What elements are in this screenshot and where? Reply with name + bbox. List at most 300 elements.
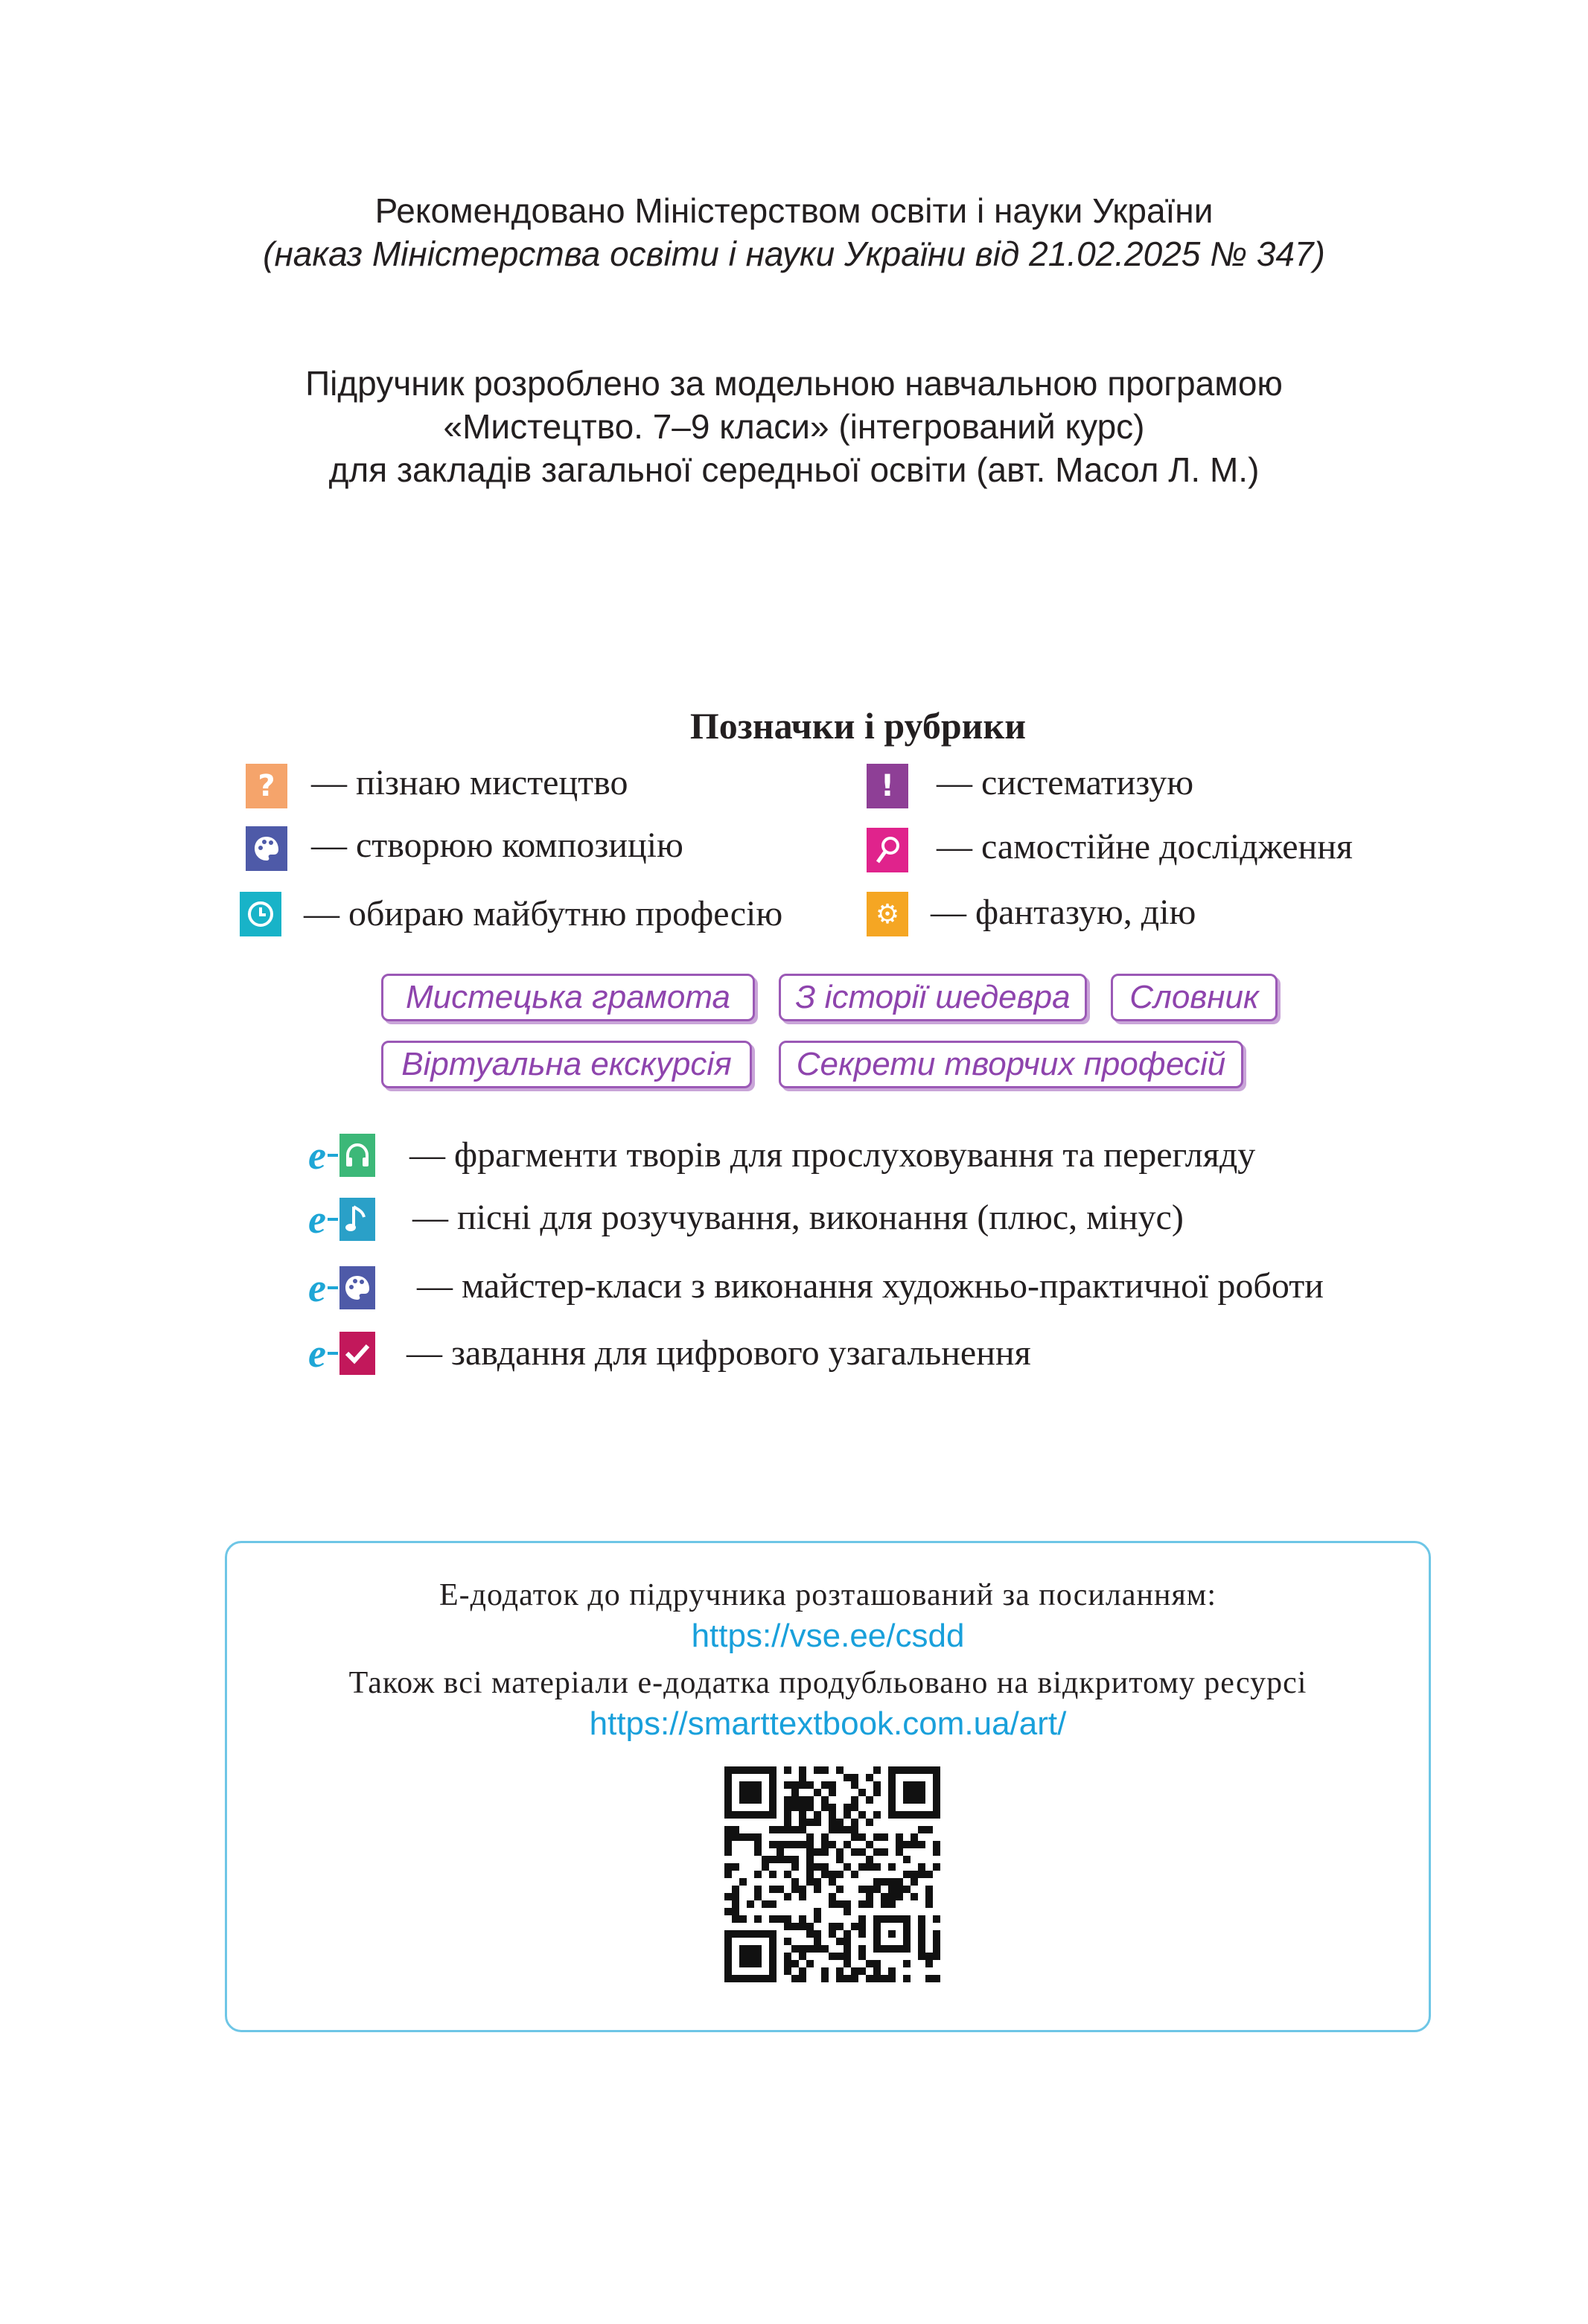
qr-module [791, 1886, 799, 1893]
qr-module [791, 1796, 799, 1804]
qr-module [844, 1930, 851, 1938]
qr-module [754, 1893, 762, 1900]
qr-module [754, 1886, 762, 1893]
qr-module [821, 1833, 829, 1841]
qr-module [814, 1930, 821, 1938]
e-item-songs: — пісні для розучування, виконання (плюс, мінус) [412, 1198, 1184, 1237]
qr-module [858, 1848, 866, 1856]
program-line-3: для закладів загальної середньої освіти (авт. Масол Л. М.) [328, 450, 1260, 489]
qr-module [896, 1878, 903, 1886]
qr-module [829, 1893, 836, 1900]
qr-module [791, 1878, 799, 1886]
qr-module [933, 1915, 940, 1923]
qr-module [844, 1938, 851, 1945]
qr-module [844, 1804, 851, 1811]
qr-module [791, 1923, 799, 1930]
qr-module [821, 1863, 829, 1871]
qr-module [806, 1878, 814, 1886]
panel-text-2: Також всі матеріали е-додатка продубльовано на відкритому ресурсі [348, 1666, 1307, 1700]
qr-module [814, 1863, 821, 1871]
qr-module [888, 1900, 896, 1908]
supplement-link[interactable]: https://vse.ee/csdd [691, 1618, 965, 1654]
qr-module [784, 1819, 791, 1826]
e-item-digital-tasks: — завдання для цифрового узагальнення [406, 1333, 1031, 1373]
qr-module [925, 1975, 933, 1982]
qr-module [732, 1900, 739, 1908]
qr-module [754, 1871, 762, 1878]
gear-icon: ⚙ [867, 892, 908, 936]
qr-module [754, 1915, 762, 1923]
qr-module [799, 1804, 806, 1811]
qr-module [791, 1863, 799, 1871]
qr-module [933, 1863, 940, 1871]
panel-text-1: Е-додаток до підручника розташований за посиланням: [439, 1578, 1217, 1612]
checkmark-icon [339, 1332, 375, 1375]
qr-module [799, 1923, 806, 1930]
qr-module [814, 1908, 821, 1915]
qr-module [799, 1796, 806, 1804]
qr-module [814, 1886, 821, 1893]
qr-module [821, 1766, 829, 1774]
qr-module [844, 1908, 851, 1915]
program-line-2: «Мистецтво. 7–9 класи» (інтегрований курс) [443, 407, 1145, 446]
qr-module [724, 1871, 732, 1878]
qr-module [896, 1886, 903, 1893]
qr-module [858, 1900, 866, 1908]
qr-module [844, 1975, 851, 1982]
qr-module [799, 1766, 806, 1774]
qr-module [829, 1930, 836, 1938]
qr-module [806, 1819, 814, 1826]
program-line-1: Підручник розроблено за модельною навчальною програмою [305, 364, 1283, 403]
e-item-listening: — фрагменти творів для прослуховування та перегляду [409, 1135, 1256, 1175]
music-note-icon [339, 1198, 375, 1241]
qr-module [918, 1915, 925, 1923]
qr-module [881, 1848, 888, 1856]
qr-module [933, 1930, 940, 1938]
qr-module [873, 1960, 881, 1967]
qr-module [851, 1804, 858, 1811]
qr-module [858, 1811, 866, 1819]
qr-module [784, 1826, 791, 1833]
qr-module [896, 1893, 903, 1900]
qr-module [732, 1915, 739, 1923]
qr-module [918, 1923, 925, 1930]
order-line: (наказ Міністерства освіти і науки України від 21.02.2025 № 347) [263, 234, 1325, 273]
qr-module [791, 1804, 799, 1811]
qr-module [911, 1841, 918, 1848]
qr-module [806, 1960, 814, 1967]
smarttextbook-link[interactable]: https://smarttextbook.com.ua/art/ [589, 1705, 1067, 1742]
qr-module [821, 1945, 829, 1953]
qr-module [784, 1893, 791, 1900]
qr-module [806, 1856, 814, 1863]
qr-module [784, 1766, 791, 1774]
qr-module [866, 1893, 873, 1900]
qr-module [777, 1915, 784, 1923]
qr-module [814, 1848, 821, 1856]
qr-module [806, 1945, 814, 1953]
qr-module [844, 1863, 851, 1871]
qr-module [836, 1819, 844, 1826]
qr-module [888, 1967, 896, 1975]
qr-module [732, 1908, 739, 1915]
qr-module [799, 1967, 806, 1975]
qr-module [933, 1945, 940, 1953]
qr-module [777, 1886, 784, 1893]
qr-module [866, 1886, 873, 1893]
qr-module [724, 1848, 732, 1856]
recommendation-line: Рекомендовано Міністерством освіти і науки України [374, 191, 1214, 230]
qr-module [791, 1789, 799, 1796]
qr-module [799, 1945, 806, 1953]
qr-module [858, 1863, 866, 1871]
qr-module [881, 1900, 888, 1908]
e-palette-icon: e [308, 1264, 375, 1312]
qr-module [784, 1871, 791, 1878]
qr-module [836, 1848, 844, 1856]
qr-module [732, 1833, 739, 1841]
qr-module [829, 1811, 836, 1819]
qr-module [777, 1856, 784, 1863]
qr-module [829, 1781, 836, 1789]
qr-module [858, 1923, 866, 1930]
qr-module [799, 1841, 806, 1848]
qr-module [829, 1826, 836, 1833]
qr-module [925, 1960, 933, 1967]
qr-module [806, 1871, 814, 1878]
legend-item-compose: — створюю композицію [311, 826, 683, 865]
qr-module [829, 1900, 836, 1908]
qr-module [925, 1871, 933, 1878]
qr-module [821, 1841, 829, 1848]
qr-module [732, 1893, 739, 1900]
qr-module [821, 1848, 829, 1856]
qr-module [881, 1878, 888, 1886]
qr-module [791, 1781, 799, 1789]
qr-module [799, 1781, 806, 1789]
qr-module [903, 1856, 911, 1863]
qr-module [784, 1953, 791, 1960]
rubric-virtual-tour: Віртуальна екскурсія [381, 1041, 752, 1088]
qr-module [784, 1841, 791, 1848]
qr-module [851, 1781, 858, 1789]
qr-module [762, 1856, 769, 1863]
qr-module [911, 1871, 918, 1878]
qr-module [866, 1863, 873, 1871]
qr-module [784, 1781, 791, 1789]
qr-module [851, 1848, 858, 1856]
qr-module [933, 1848, 940, 1856]
qr-module [881, 1975, 888, 1982]
qr-module [873, 1886, 881, 1893]
qr-module [806, 1930, 814, 1938]
qr-module [903, 1841, 911, 1848]
qr-module [791, 1856, 799, 1863]
e-headphones-icon: e [308, 1131, 375, 1179]
qr-module [769, 1841, 777, 1848]
qr-module [866, 1841, 873, 1848]
qr-module [784, 1923, 791, 1930]
qr-module [873, 1833, 881, 1841]
legend-item-fantasize: — фантазую, дію [931, 893, 1196, 932]
qr-module [829, 1789, 836, 1796]
qr-module [918, 1945, 925, 1953]
qr-module [777, 1848, 784, 1856]
qr-module [799, 1953, 806, 1960]
qr-module [754, 1833, 762, 1841]
qr-module [829, 1953, 836, 1960]
qr-module [873, 1789, 881, 1796]
qr-module [724, 1841, 732, 1848]
qr-module [836, 1975, 844, 1982]
qr-module [851, 1826, 858, 1833]
qr-module [769, 1856, 777, 1863]
qr-module [836, 1871, 844, 1878]
qr-module [806, 1796, 814, 1804]
qr-module [799, 1975, 806, 1982]
qr-module [814, 1878, 821, 1886]
e-item-masterclasses: — майстер-класи з виконання художньо-практичної роботи [417, 1266, 1324, 1306]
qr-module [739, 1915, 747, 1923]
qr-module [829, 1878, 836, 1886]
qr-module [791, 1960, 799, 1967]
qr-module [851, 1871, 858, 1878]
qr-module [918, 1826, 925, 1833]
qr-module [814, 1819, 821, 1826]
qr-module [806, 1923, 814, 1930]
qr-module [873, 1863, 881, 1871]
qr-module [791, 1975, 799, 1982]
legend-item-learn: — пізнаю мистецтво [311, 763, 628, 802]
qr-module [754, 1841, 762, 1848]
qr-module [918, 1953, 925, 1960]
exclamation-icon: ! [867, 764, 908, 808]
rubric-dictionary: Словник [1111, 974, 1278, 1021]
qr-module [799, 1826, 806, 1833]
qr-module [732, 1826, 739, 1833]
qr-module [814, 1915, 821, 1923]
qr-module [799, 1811, 806, 1819]
qr-module [888, 1863, 896, 1871]
qr-module [799, 1915, 806, 1923]
qr-module [873, 1878, 881, 1886]
qr-module [836, 1766, 844, 1774]
qr-module [925, 1886, 933, 1893]
qr-module [844, 1960, 851, 1967]
clock-icon [240, 892, 281, 936]
qr-module [806, 1863, 814, 1871]
rubric-masterpiece-history: З історії шедевра [779, 974, 1087, 1021]
qr-module [724, 1893, 732, 1900]
qr-module [858, 1945, 866, 1953]
e-music-note-icon: e [308, 1195, 375, 1243]
qr-module [784, 1856, 791, 1863]
qr-module [918, 1871, 925, 1878]
qr-module [896, 1848, 903, 1856]
qr-module [933, 1938, 940, 1945]
qr-module [933, 1841, 940, 1848]
rubric-profession-secrets: Секрети творчих професій [779, 1041, 1243, 1088]
legend-item-systematize: — систематизую [937, 763, 1194, 802]
qr-module [784, 1938, 791, 1945]
qr-module [881, 1833, 888, 1841]
qr-module [851, 1923, 858, 1930]
qr-module [829, 1871, 836, 1878]
qr-module [844, 1953, 851, 1960]
qr-module [732, 1863, 739, 1871]
qr-module [784, 1967, 791, 1975]
qr-module [739, 1878, 747, 1886]
qr-module [821, 1967, 829, 1975]
qr-module [866, 1900, 873, 1908]
qr-module [866, 1774, 873, 1781]
qr-module [724, 1826, 732, 1833]
qr-module [851, 1833, 858, 1841]
qr-module [806, 1848, 814, 1856]
qr-module [724, 1863, 732, 1871]
qr-module [739, 1833, 747, 1841]
e-supplement-panel [225, 1541, 1431, 2032]
qr-module [799, 1893, 806, 1900]
qr-module [724, 1908, 732, 1915]
qr-module [769, 1900, 777, 1908]
qr-module [814, 1945, 821, 1953]
magnifier-icon [867, 828, 908, 872]
legend-title: Позначки і рубрики [689, 705, 1027, 747]
qr-module [829, 1819, 836, 1826]
qr-module [747, 1833, 754, 1841]
qr-module [784, 1804, 791, 1811]
rubric-art-literacy: Мистецька грамота [381, 974, 755, 1021]
qr-module [858, 1915, 866, 1923]
qr-module [829, 1841, 836, 1848]
qr-module [724, 1833, 732, 1841]
qr-module [858, 1953, 866, 1960]
qr-module [814, 1938, 821, 1945]
qr-module [925, 1953, 933, 1960]
qr-module [873, 1811, 881, 1819]
qr-module [866, 1819, 873, 1826]
qr-module [814, 1789, 821, 1796]
qr-module [844, 1945, 851, 1953]
qr-module [858, 1967, 866, 1975]
qr-code-icon[interactable] [724, 1766, 940, 1982]
qr-module [836, 1953, 844, 1960]
qr-module [873, 1781, 881, 1789]
qr-module [851, 1819, 858, 1826]
qr-module [888, 1886, 896, 1893]
qr-module [866, 1856, 873, 1863]
qr-module [814, 1766, 821, 1774]
qr-module [784, 1796, 791, 1804]
qr-module [836, 1967, 844, 1975]
qr-module [844, 1811, 851, 1819]
qr-module [836, 1900, 844, 1908]
qr-module [762, 1863, 769, 1871]
qr-module [888, 1893, 896, 1900]
qr-module [836, 1856, 844, 1863]
qr-module [844, 1841, 851, 1848]
qr-module [866, 1960, 873, 1967]
qr-module [836, 1938, 844, 1945]
qr-module [791, 1826, 799, 1833]
qr-module [925, 1900, 933, 1908]
qr-module [925, 1826, 933, 1833]
qr-module [911, 1893, 918, 1900]
qr-module [769, 1915, 777, 1923]
qr-module [754, 1848, 762, 1856]
qr-module [896, 1833, 903, 1841]
qr-module [873, 1848, 881, 1856]
qr-module [925, 1893, 933, 1900]
qr-module [844, 1774, 851, 1781]
qr-module [806, 1833, 814, 1841]
qr-module [873, 1967, 881, 1975]
qr-module [858, 1886, 866, 1893]
qr-module [851, 1774, 858, 1781]
qr-module [806, 1841, 814, 1848]
qr-module [732, 1886, 739, 1893]
qr-module [814, 1811, 821, 1819]
qr-module [806, 1781, 814, 1789]
qr-module [851, 1975, 858, 1982]
qr-module [933, 1975, 940, 1982]
qr-module [747, 1900, 754, 1908]
qr-module [918, 1930, 925, 1938]
qr-module [858, 1789, 866, 1796]
qr-module [829, 1923, 836, 1930]
qr-module [903, 1975, 911, 1982]
qr-module [799, 1819, 806, 1826]
qr-module [844, 1826, 851, 1833]
qr-module [851, 1796, 858, 1804]
qr-module [911, 1833, 918, 1841]
qr-module [777, 1841, 784, 1848]
qr-module [769, 1886, 777, 1893]
qr-module [821, 1975, 829, 1982]
qr-module [918, 1938, 925, 1945]
qr-module [829, 1804, 836, 1811]
qr-module [784, 1915, 791, 1923]
qr-module [896, 1841, 903, 1848]
qr-module [836, 1923, 844, 1930]
qr-module [799, 1774, 806, 1781]
qr-module [784, 1811, 791, 1819]
qr-module [858, 1833, 866, 1841]
qr-module [881, 1893, 888, 1900]
qr-module [821, 1804, 829, 1811]
qr-module [836, 1826, 844, 1833]
qr-module [791, 1841, 799, 1848]
qr-module [911, 1878, 918, 1886]
qr-module [769, 1871, 777, 1878]
qr-module [903, 1960, 911, 1967]
qr-module [873, 1975, 881, 1982]
qr-module [933, 1953, 940, 1960]
legend-item-profession: — обираю майбутню професію [304, 894, 783, 933]
qr-module [844, 1900, 851, 1908]
qr-module [866, 1796, 873, 1804]
headphones-icon [339, 1134, 375, 1177]
qr-module [791, 1945, 799, 1953]
qr-module [769, 1826, 777, 1833]
question-icon: ? [246, 764, 287, 808]
e-checkmark-icon: e [308, 1329, 375, 1377]
qr-module [762, 1900, 769, 1908]
qr-module [851, 1967, 858, 1975]
qr-code-graphic [724, 1766, 940, 1982]
